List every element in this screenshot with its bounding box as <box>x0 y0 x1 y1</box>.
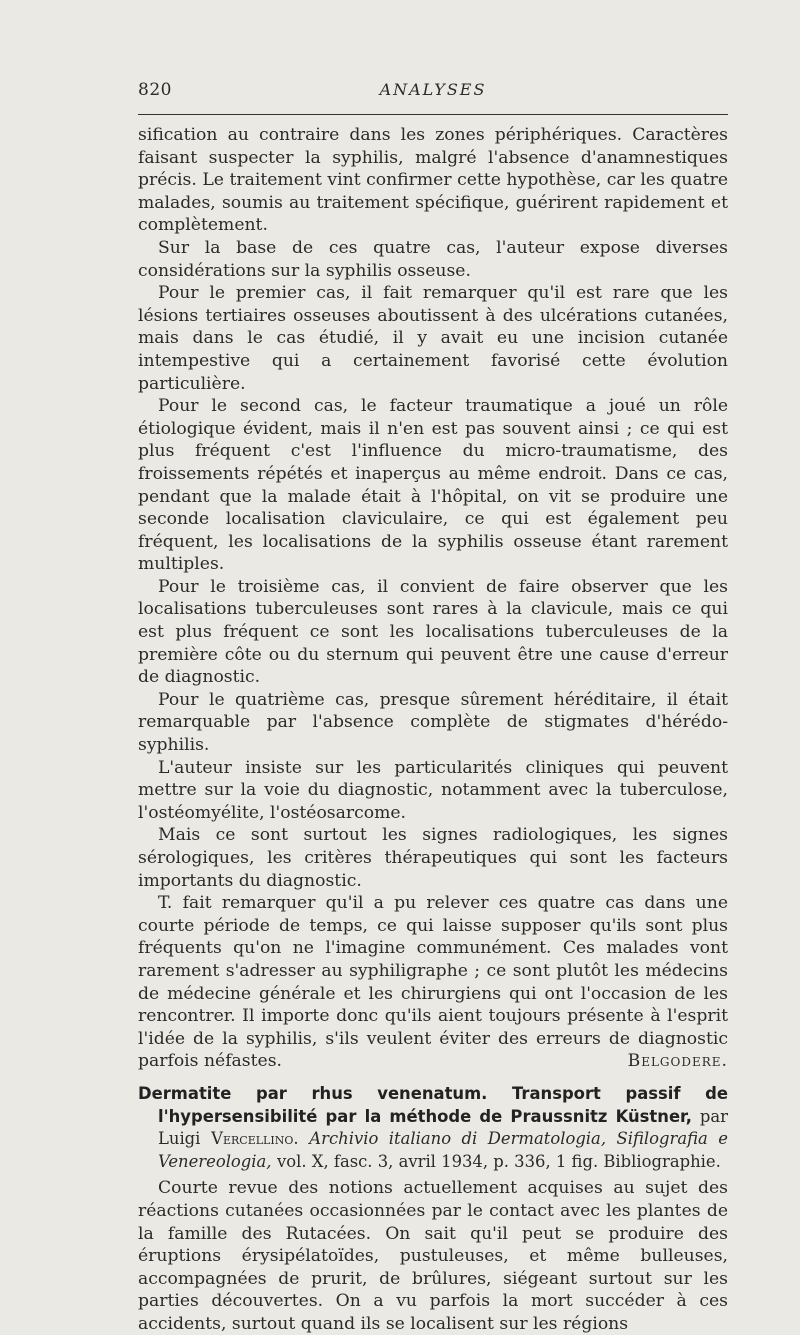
reviewer-signature: Belgodere. <box>627 1051 728 1072</box>
article-author: Vercellino. <box>211 1129 299 1149</box>
article-journal: Archivio italiano di Dermatologia, Sifilografia e Venereologia, <box>158 1129 728 1171</box>
closing-paragraph <box>138 892 728 1073</box>
page-header <box>138 78 728 104</box>
header-rule <box>138 114 728 115</box>
paragraph-2: Sur la base de ces quatre cas, l'auteur expose diverses considérations sur la syphilis osseuse. <box>138 237 728 281</box>
article-details: vol. X, fasc. 3, avril 1934, p. 336, 1 fig. Bibliographie. <box>277 1151 721 1171</box>
paragraph-8: Mais ce sont surtout les signes radiologiques, les signes sérologiques, les critères thérapeutiques qui sont les facteurs importants du diagnostic. <box>138 825 728 891</box>
paragraph-6: Pour le quatrième cas, presque sûrement héréditaire, il était remarquable par l'absence complète de stigmates d'hérédo-syphilis. <box>138 689 728 756</box>
page-body <box>138 124 728 1335</box>
article-by: par Luigi <box>158 1106 729 1149</box>
closing-paragraph-text: T. fait remarquer qu'il a pu relever ces quatre cas dans une courte période de temps, ce qui laisse supposer qu'ils sont plus fréquents qu'on ne l'imagine communément. Ces malades vont rarement s'adresser au syphiligraphe ; ce sont plutôt les médecins de médecine générale et les chirurgiens qui ont l'occasion de les rencontrer. Il importe donc qu'ils aient toujours présente à l'esprit l'idée de la syphilis, s'ils veulent éviter des erreurs de diagnostic parfois néfastes. <box>138 893 728 1072</box>
article-title: Dermatite par rhus venenatum. Transport passif de l'hypersensibilité par la méthode de Praussnitz Küstner, <box>138 1083 728 1126</box>
running-title: ANALYSES <box>379 80 487 99</box>
paragraph-7: L'auteur insiste sur les particularités cliniques qui peuvent mettre sur la voie du diagnostic, notamment avec la tuberculose, l'ostéomyélite, l'ostéosarcome. <box>138 757 728 823</box>
paragraph-3: Pour le premier cas, il fait remarquer qu'il est rare que les lésions tertiaires osseuses aboutissent à des ulcérations cutanées, mais dans le cas étudié, il y avait eu une incision cutanée intempestive qui a certainement favorisé cette évolution particulière. <box>138 283 728 394</box>
page-number: 820 <box>138 80 172 100</box>
paragraph-5: Pour le troisième cas, il convient de faire observer que les localisations tuberculeuses sont rares à la clavicule, mais ce qui est plus fréquent ce sont les localisations tuberculeuses de la première côte ou du sternum qui peuvent être une cause d'erreur de diagnostic. <box>138 576 728 688</box>
article-paragraph-1: Courte revue des notions actuellement acquises au sujet des réactions cutanées occasionnées par le contact avec les plantes de la famille des Rutacées. On sait qu'il peut se produire des éruptions érysipélatoïdes, pustuleuses, et même bulleuses, accompagnées de prurit, de brûlures, siégeant surtout sur les parties découvertes. On a vu parfois la mort succéder à ces accidents, surtout quand ils se localisent sur les régions <box>138 1178 728 1334</box>
article-heading <box>138 1083 728 1173</box>
paragraph-1: sification au contraire dans les zones périphériques. Caractères faisant suspecter la syphilis, malgré l'absence d'anamnestiques précis. Le traitement vint confirmer cette hypothèse, car les quatre malades, soumis au traitement spécifique, guérirent rapidement et complètement. <box>138 125 728 236</box>
paragraph-4: Pour le second cas, le facteur traumatique a joué un rôle étiologique évident, mais il n'en est pas souvent ainsi ; ce qui est plus fréquent c'est l'influence du micro-traumatisme, des froissements répétés et inaperçus au même endroit. Dans ce cas, pendant que la malade était à l'hôpital, on vit se produire une seconde localisation claviculaire, ce qui est également peu fréquent, les localisations de la syphilis osseuse étant rarement multiples. <box>138 396 728 575</box>
